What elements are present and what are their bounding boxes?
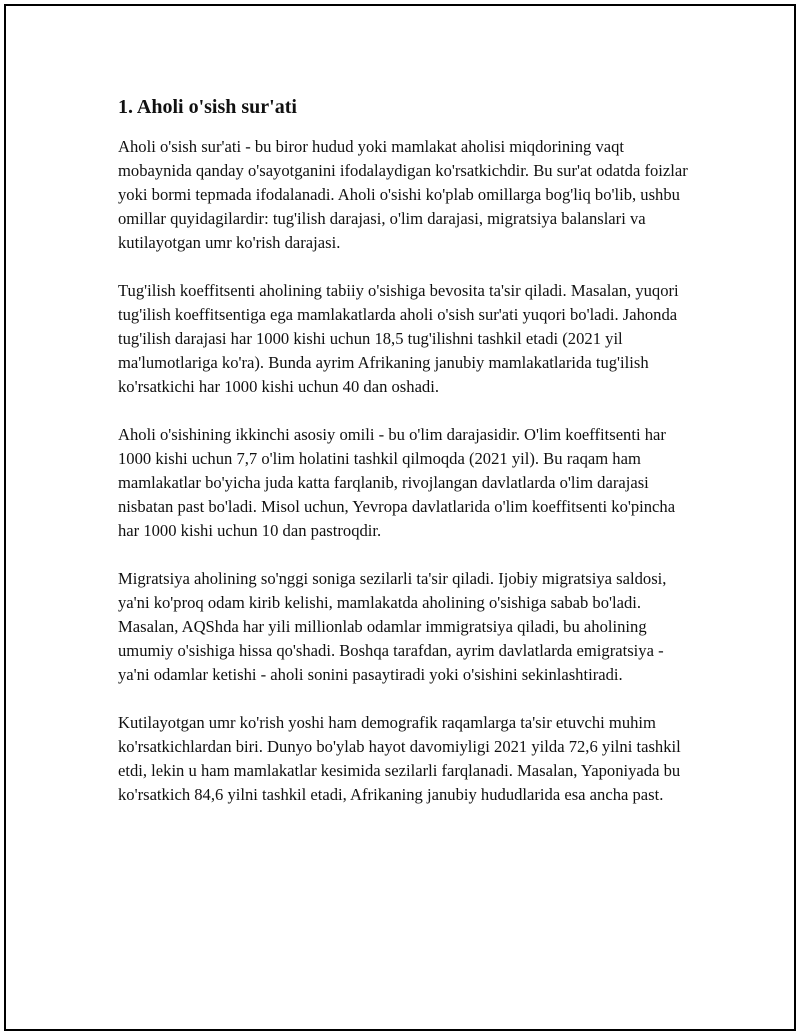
paragraph-growth-rate: Aholi o'sish sur'ati - bu biror hudud yoki mamlakat aholisi miqdorining vaqt mobaynida qanday o'sayotganini ifodalaydigan ko'rsatkichdir. Bu sur'at odatda foizlar yoki bormi tepmada ifodalanadi. Aholi o'sishi ko'plab omillarga bog'liq bo'lib, ushbu omillar quyidagilardir: tug'ilish darajasi, o'lim darajasi, migratsiya balanslari va kutilayotgan umr ko'rish darajasi. [118, 137, 688, 252]
paragraph-life-expectancy: Kutilayotgan umr ko'rish yoshi ham demografik raqamlarga ta'sir etuvchi muhim ko'rsatkichlardan biri. Dunyo bo'ylab hayot davomiyligi 2021 yilda 72,6 yilni tashkil etdi, lekin u ham mamlakatlar kesimida sezilarli farqlanadi. Masalan, Yaponiyada bu ko'rsatkich 84,6 yilni tashkil etadi, Afrikaning janubiy hududlarida esa ancha past. [118, 713, 681, 804]
paragraph-birth-rate: Tug'ilish koeffitsenti aholining tabiiy o'sishiga bevosita ta'sir qiladi. Masalan, yuqori tug'ilish koeffitsentiga ega mamlakatlarda aholi o'sish sur'ati yuqori bo'ladi. Jahonda tug'ilish darajasi har 1000 kishi uchun 18,5 tug'ilishni tashkil etadi (2021 yil ma'lumotlariga ko'ra). Bunda ayrim Afrikaning janubiy mamlakatlarida tug'ilish ko'rsatkichi har 1000 kishi uchun 40 dan oshadi. [118, 281, 679, 396]
section-heading: 1. Aholi o'sish sur'ati [118, 96, 297, 118]
document-body [118, 95, 690, 807]
paragraph-migration: Migratsiya aholining so'nggi soniga sezilarli ta'sir qiladi. Ijobiy migratsiya saldosi, ya'ni ko'proq odam kirib kelishi, mamlakatda aholining o'sishiga sabab bo'ladi. Masalan, AQShda har yili millionlab odamlar immigratsiya qiladi, bu aholining umumiy o'sishiga hissa qo'shadi. Boshqa tarafdan, ayrim davlatlarda emigratsiya - ya'ni odamlar ketishi - aholi sonini pasaytiradi yoki o'sishini sekinlashtiradi. [118, 569, 667, 684]
paragraph-death-rate: Aholi o'sishining ikkinchi asosiy omili - bu o'lim darajasidir. O'lim koeffitsenti har 1000 kishi uchun 7,7 o'lim holatini tashkil qilmoqda (2021 yil). Bu raqam ham mamlakatlar bo'yicha juda katta farqlanib, rivojlangan davlatlarda o'lim darajasi nisbatan past bo'ladi. Misol uchun, Yevropa davlatlarida o'lim koeffitsenti ko'pincha har 1000 kishi uchun 10 dan pastroqdir. [118, 425, 676, 540]
